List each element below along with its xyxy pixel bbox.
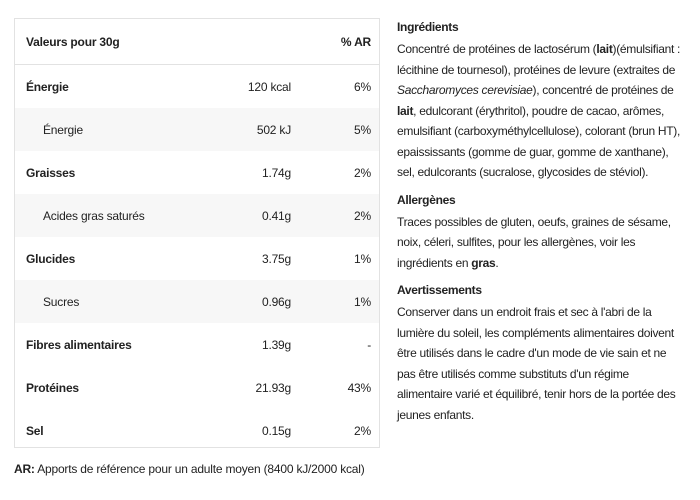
nutrient-value: 21.93g — [255, 380, 291, 395]
nutrient-value: 1.74g — [261, 165, 291, 180]
nutrient-name: Sucres — [43, 294, 80, 309]
nutrient-pct: - — [367, 337, 371, 352]
nutrient-pct: 2% — [354, 423, 371, 438]
nutrient-pct: 5% — [354, 122, 371, 137]
nutrition-row — [15, 108, 379, 151]
product-info — [397, 18, 687, 433]
ingredients-title: Ingrédients — [397, 20, 459, 34]
text-segment: gras — [471, 255, 496, 270]
header-label: Valeurs pour 30g — [26, 34, 120, 49]
nutrient-value: 3.75g — [261, 251, 291, 266]
nutrient-pct: 2% — [354, 165, 371, 180]
nutrient-value: 1.39g — [261, 337, 291, 352]
header-pct-label: % AR — [340, 34, 371, 49]
nutrient-name: Glucides — [26, 251, 76, 266]
nutrition-row — [15, 65, 379, 108]
nutrition-header-row — [15, 19, 379, 65]
warnings-text: Conserver dans un endroit frais et sec à l'abri de la lumière du soleil, les compléments alimentaires doivent être utilisés dans le cadre d'un mode de vie sain et ne pas être utilisés comme substituts d'un régime alimentaire varié et équilibré, tenir hors de la portée des jeunes enfants. — [397, 305, 676, 422]
warnings-title: Avertissements — [397, 283, 482, 297]
nutrition-row — [15, 280, 379, 323]
nutrient-pct: 6% — [354, 79, 371, 94]
nutrition-rows — [15, 65, 379, 452]
text-segment: Saccharomyces cerevisiae — [397, 83, 533, 97]
nutrient-pct: 2% — [354, 208, 371, 223]
allergens-title: Allergènes — [397, 192, 456, 207]
nutrient-value: 0.15g — [261, 423, 291, 438]
text-segment: ), concentré de protéines de — [532, 83, 674, 97]
nutrient-pct: 1% — [354, 251, 371, 266]
nutrition-row — [15, 366, 379, 409]
nutrient-name: Sel — [26, 423, 44, 438]
footnote-abbr: AR: — [14, 462, 35, 476]
text-segment: Concentré de protéines de lactosérum ( — [397, 42, 597, 56]
nutrition-row — [15, 409, 379, 452]
text-segment: lait — [397, 103, 414, 118]
nutrition-row — [15, 151, 379, 194]
nutrition-row — [15, 323, 379, 366]
footnote-text: Apports de référence pour un adulte moyen (8400 kJ/2000 kcal) — [34, 462, 365, 476]
text-segment: lait — [596, 42, 613, 56]
text-segment: )(émulsifiant : lécithine de tournesol), protéines de levure (extraites de — [397, 42, 681, 77]
nutrient-name: Énergie — [43, 122, 83, 137]
text-segment: Traces possibles de gluten, oeufs, graines de sésame, noix, céleri, sulfites, pour les allergènes, voir les ingrédients en — [397, 214, 671, 270]
nutrient-value: 502 kJ — [256, 122, 291, 137]
warnings-section — [397, 281, 687, 425]
nutrient-pct: 43% — [347, 380, 371, 395]
nutrient-value: 0.96g — [261, 294, 291, 309]
text-segment: . — [495, 255, 499, 270]
nutrient-value: 0.41g — [261, 208, 291, 223]
text-segment: , edulcorant (érythritol), poudre de cacao, arômes, emulsifiant (carboxyméthylcellulose), colorant (brun HT), epaississants (gomme de guar, gomme de xanthane), sel, edulcorants (sucralose, glycosides de stéviol). — [397, 103, 681, 179]
nutrient-value: 120 kcal — [247, 79, 291, 94]
nutrient-name: Acides gras saturés — [43, 208, 145, 223]
nutrient-name: Protéines — [26, 380, 79, 395]
allergens-text — [397, 212, 687, 274]
nutrition-row — [15, 237, 379, 280]
nutrient-name: Énergie — [26, 79, 69, 94]
ingredients-text — [397, 39, 687, 183]
ingredients-section — [397, 18, 687, 183]
nutrition-table — [14, 18, 380, 448]
allergens-section — [397, 191, 687, 274]
nutrient-name: Graisses — [26, 165, 76, 180]
nutrient-pct: 1% — [354, 294, 371, 309]
footnote — [14, 462, 365, 476]
nutrient-name: Fibres alimentaires — [26, 337, 132, 352]
nutrition-row — [15, 194, 379, 237]
